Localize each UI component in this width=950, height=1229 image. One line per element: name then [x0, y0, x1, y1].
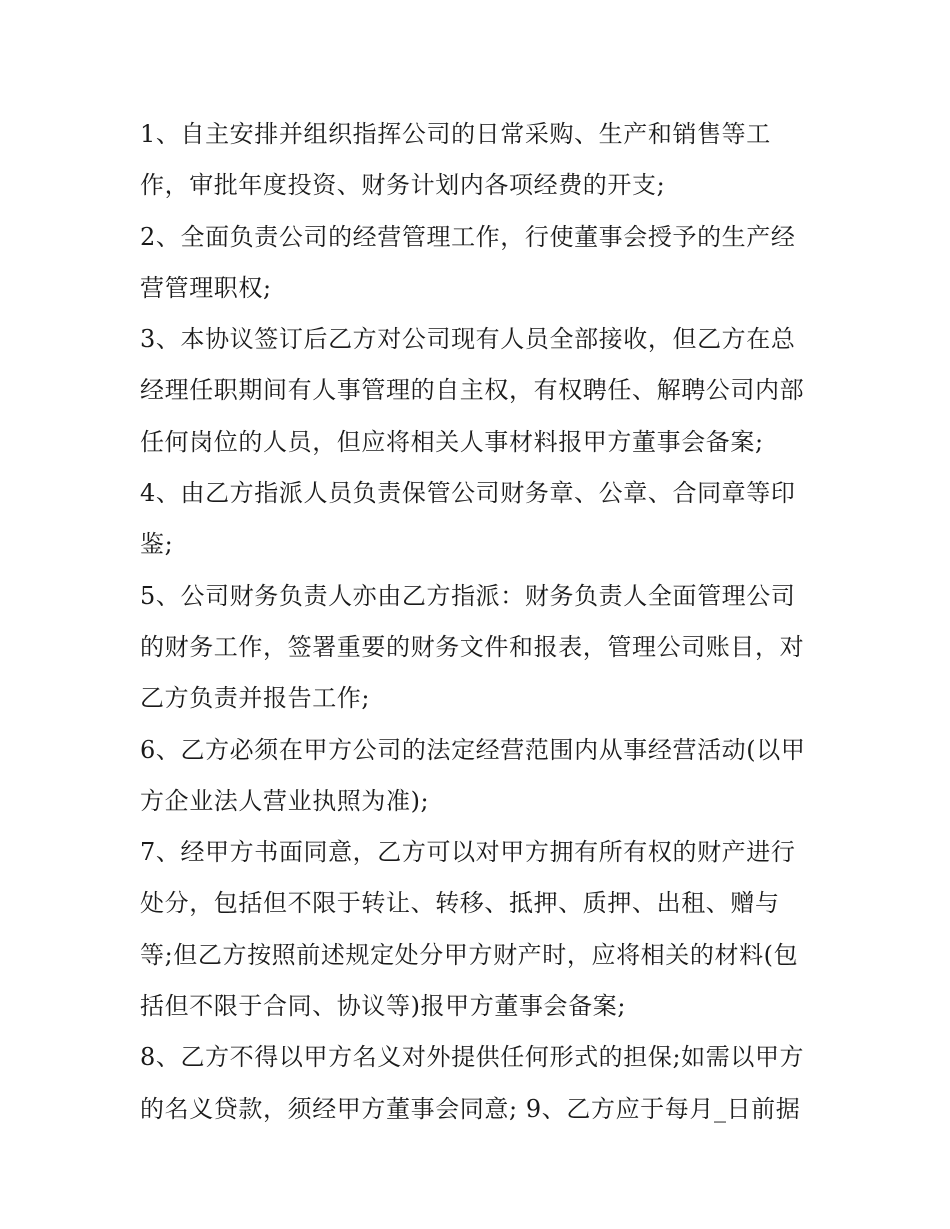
text-line: 3、本协议签订后乙方对公司现有人员全部接收，但乙方在总	[140, 325, 796, 354]
text-line: 作，审批年度投资、财务计划内各项经费的开支;	[140, 171, 666, 200]
text-line: 营管理职权;	[140, 273, 272, 302]
text-line: 乙方负责并报告工作;	[140, 684, 371, 713]
text-line: 括但不限于合同、协议等)报甲方董事会备案;	[140, 992, 627, 1021]
text-line: 鉴;	[140, 530, 174, 559]
text-line: 等;但乙方按照前述规定处分甲方财产时，应将相关的材料(包	[140, 940, 799, 969]
document-body	[140, 109, 820, 1135]
text-line: 8、乙方不得以甲方名义对外提供任何形式的担保;如需以甲方	[140, 1043, 805, 1072]
text-line: 的名义贷款，须经甲方董事会同意; 9、乙方应于每月_日前据	[140, 1094, 801, 1123]
text-line: 5、公司财务负责人亦由乙方指派：财务负责人全面管理公司	[140, 581, 796, 610]
text-line: 7、经甲方书面同意，乙方可以对甲方拥有所有权的财产进行	[140, 838, 796, 867]
text-line: 处分，包括但不限于转让、转移、抵押、质押、出租、赠与	[140, 889, 780, 918]
text-line: 方企业法人营业执照为准);	[140, 786, 430, 815]
text-line: 4、由乙方指派人员负责保管公司财务章、公章、合同章等印	[140, 479, 796, 508]
text-line: 的财务工作，签署重要的财务文件和报表，管理公司账目，对	[140, 632, 805, 661]
text-line: 6、乙方必须在甲方公司的法定经营范围内从事经营活动(以甲	[140, 735, 806, 764]
text-line: 2、全面负责公司的经营管理工作，行使董事会授予的生产经	[140, 222, 796, 251]
text-line: 经理任职期间有人事管理的自主权，有权聘任、解聘公司内部	[140, 376, 805, 405]
text-line: 任何岗位的人员，但应将相关人事材料报甲方董事会备案;	[140, 427, 764, 456]
text-line: 1、自主安排并组织指挥公司的日常采购、生产和销售等工	[140, 120, 771, 148]
